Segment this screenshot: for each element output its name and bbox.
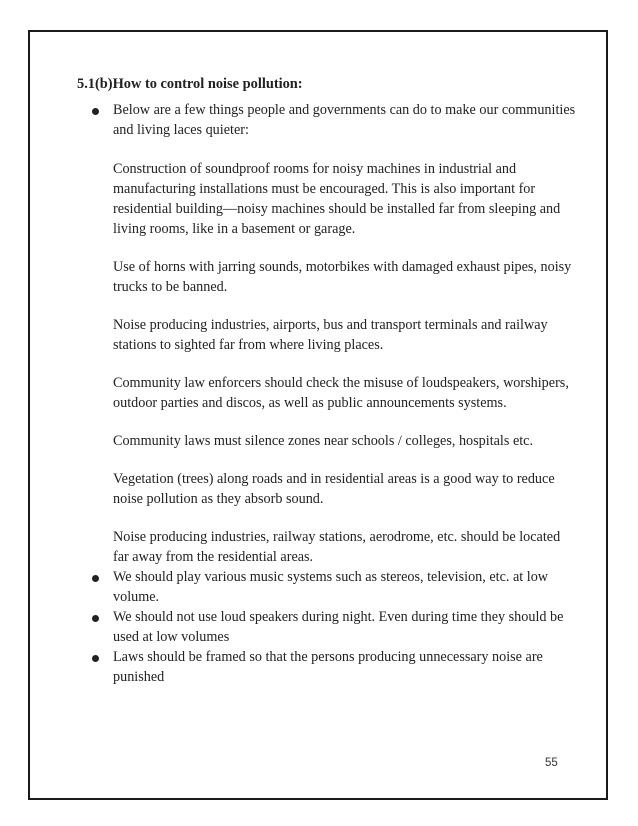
list-item [77, 647, 577, 687]
bullet-list [77, 100, 577, 687]
list-item [77, 567, 577, 607]
section-heading: 5.1(b)How to control noise pollution: [77, 76, 303, 92]
bullet-icon [92, 575, 99, 582]
page-number: 55 [545, 757, 558, 769]
list-item-paragraph: Noise producing industries, airports, bus and transport terminals and railway stations to sighted far from where living places. [113, 317, 548, 353]
list-item-text: Below are a few things people and governments can do to make our communities and living laces quieter: [113, 102, 576, 138]
list-item-text: We should not use loud speakers during night. Even during time they should be used at low volumes [113, 609, 564, 645]
bullet-icon [92, 108, 99, 115]
list-item-paragraph: Community law enforcers should check the misuse of loudspeakers, worshipers, outdoor parties and discos, as well as public announcements systems. [113, 375, 569, 411]
document-body [77, 74, 577, 687]
list-item-paragraph: Noise producing industries, railway stations, aerodrome, etc. should be located far away from the residential areas. [113, 529, 561, 565]
list-item-text: We should play various music systems such as stereos, television, etc. at low volume. [113, 569, 549, 605]
list-item-paragraph: Construction of soundproof rooms for noisy machines in industrial and manufacturing installations must be encouraged. This is also important for residential building—noisy machines should be installed far from sleeping and living rooms, like in a basement or garage. [113, 161, 561, 237]
list-item-paragraph: Community laws must silence zones near schools / colleges, hospitals etc. [113, 433, 534, 449]
list-item-text: Laws should be framed so that the persons producing unnecessary noise are punished [113, 649, 543, 685]
list-item [77, 100, 577, 567]
list-item-paragraph: Vegetation (trees) along roads and in residential areas is a good way to reduce noise pollution as they absorb sound. [113, 471, 555, 507]
bullet-icon [92, 655, 99, 662]
list-item-paragraph: Use of horns with jarring sounds, motorbikes with damaged exhaust pipes, noisy trucks to be banned. [113, 259, 572, 295]
bullet-icon [92, 615, 99, 622]
list-item [77, 607, 577, 647]
